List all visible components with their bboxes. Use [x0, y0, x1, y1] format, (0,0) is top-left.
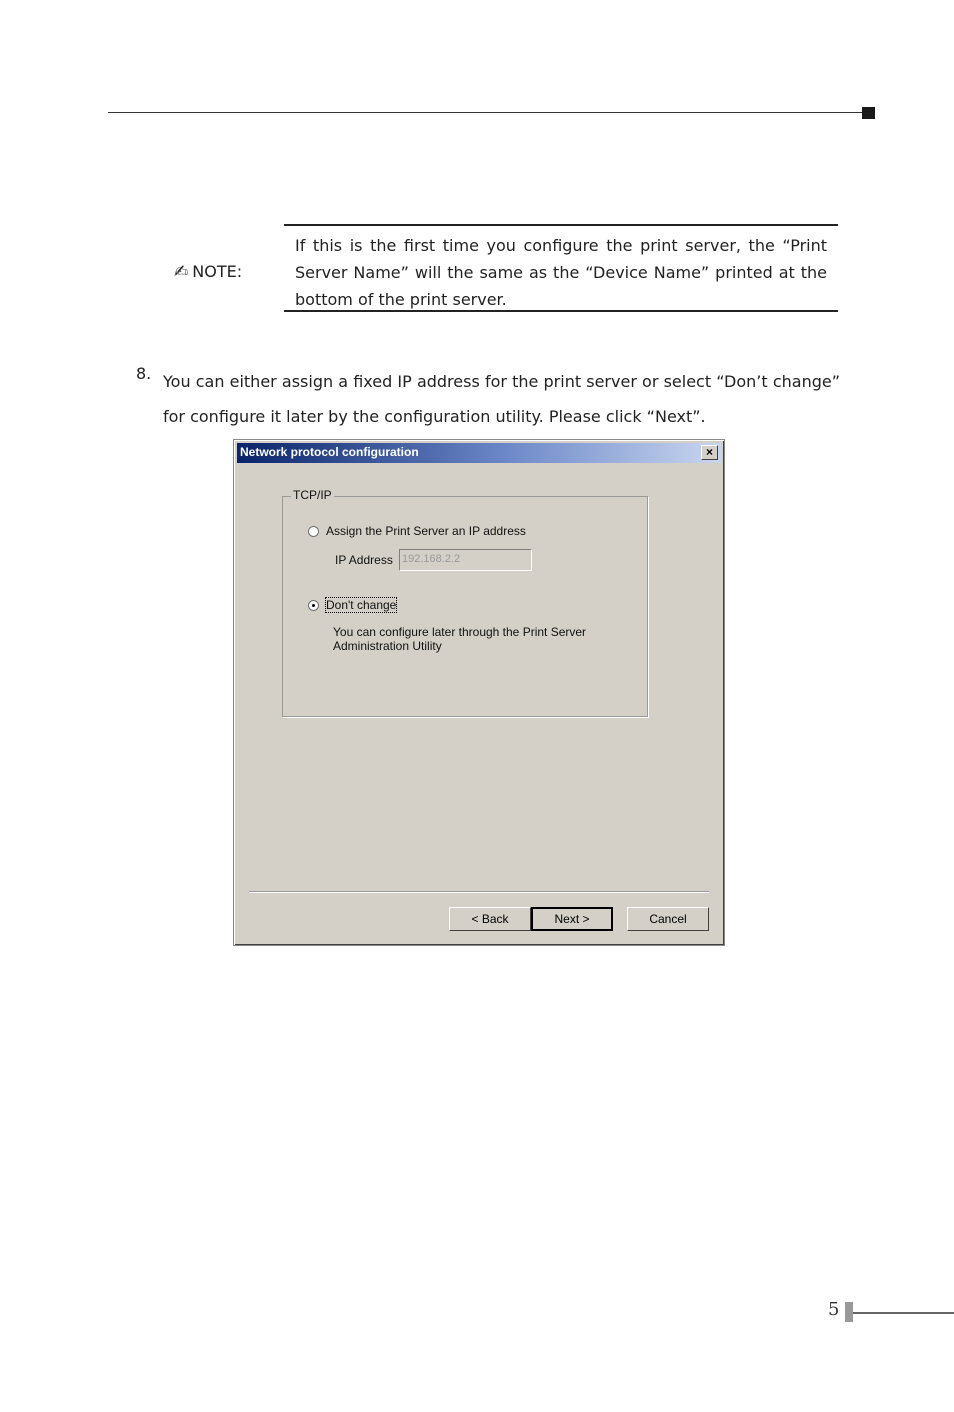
header-rule	[108, 112, 864, 113]
network-protocol-dialog	[233, 439, 725, 946]
close-button[interactable]: ×	[701, 445, 718, 460]
step-text: You can either assign a fixed IP address for the print server or select “Don’t change” for configure it later by the configuration utility. Please click “Next”.	[163, 372, 840, 426]
button-separator	[249, 891, 709, 892]
note-text: If this is the first time you configure the print server, the “Print Server Name” will the same as the “Device Name” printed at the bottom of the print server.	[295, 236, 827, 309]
tcpip-group	[282, 488, 648, 717]
dont-change-label[interactable]: Don't change	[326, 598, 397, 612]
note-box	[284, 224, 838, 312]
note-label	[174, 262, 242, 282]
cancel-button[interactable]: Cancel	[627, 907, 709, 931]
writing-hand-icon: ✍	[174, 262, 189, 282]
dont-change-radio[interactable]	[308, 600, 319, 611]
assign-ip-label[interactable]: Assign the Print Server an IP address	[326, 524, 526, 538]
back-button[interactable]: < Back	[449, 907, 531, 931]
dialog-titlebar	[237, 443, 721, 463]
assign-ip-radio[interactable]	[308, 526, 319, 537]
ip-address-field[interactable]: 192.168.2.2	[399, 549, 532, 571]
header-square	[862, 107, 875, 119]
group-label: TCP/IP	[293, 488, 332, 502]
ip-address-label: IP Address	[335, 553, 393, 567]
note-label-text: NOTE:	[192, 262, 243, 281]
next-button[interactable]: Next >	[531, 907, 613, 931]
dont-change-hint: You can configure later through the Print Server Administration Utility	[333, 625, 587, 653]
step-number: 8.	[136, 364, 152, 383]
dialog-title: Network protocol configuration	[240, 445, 419, 459]
footer-mark	[845, 1302, 853, 1322]
footer-rule	[853, 1312, 954, 1314]
page-number: 5	[828, 1299, 840, 1320]
